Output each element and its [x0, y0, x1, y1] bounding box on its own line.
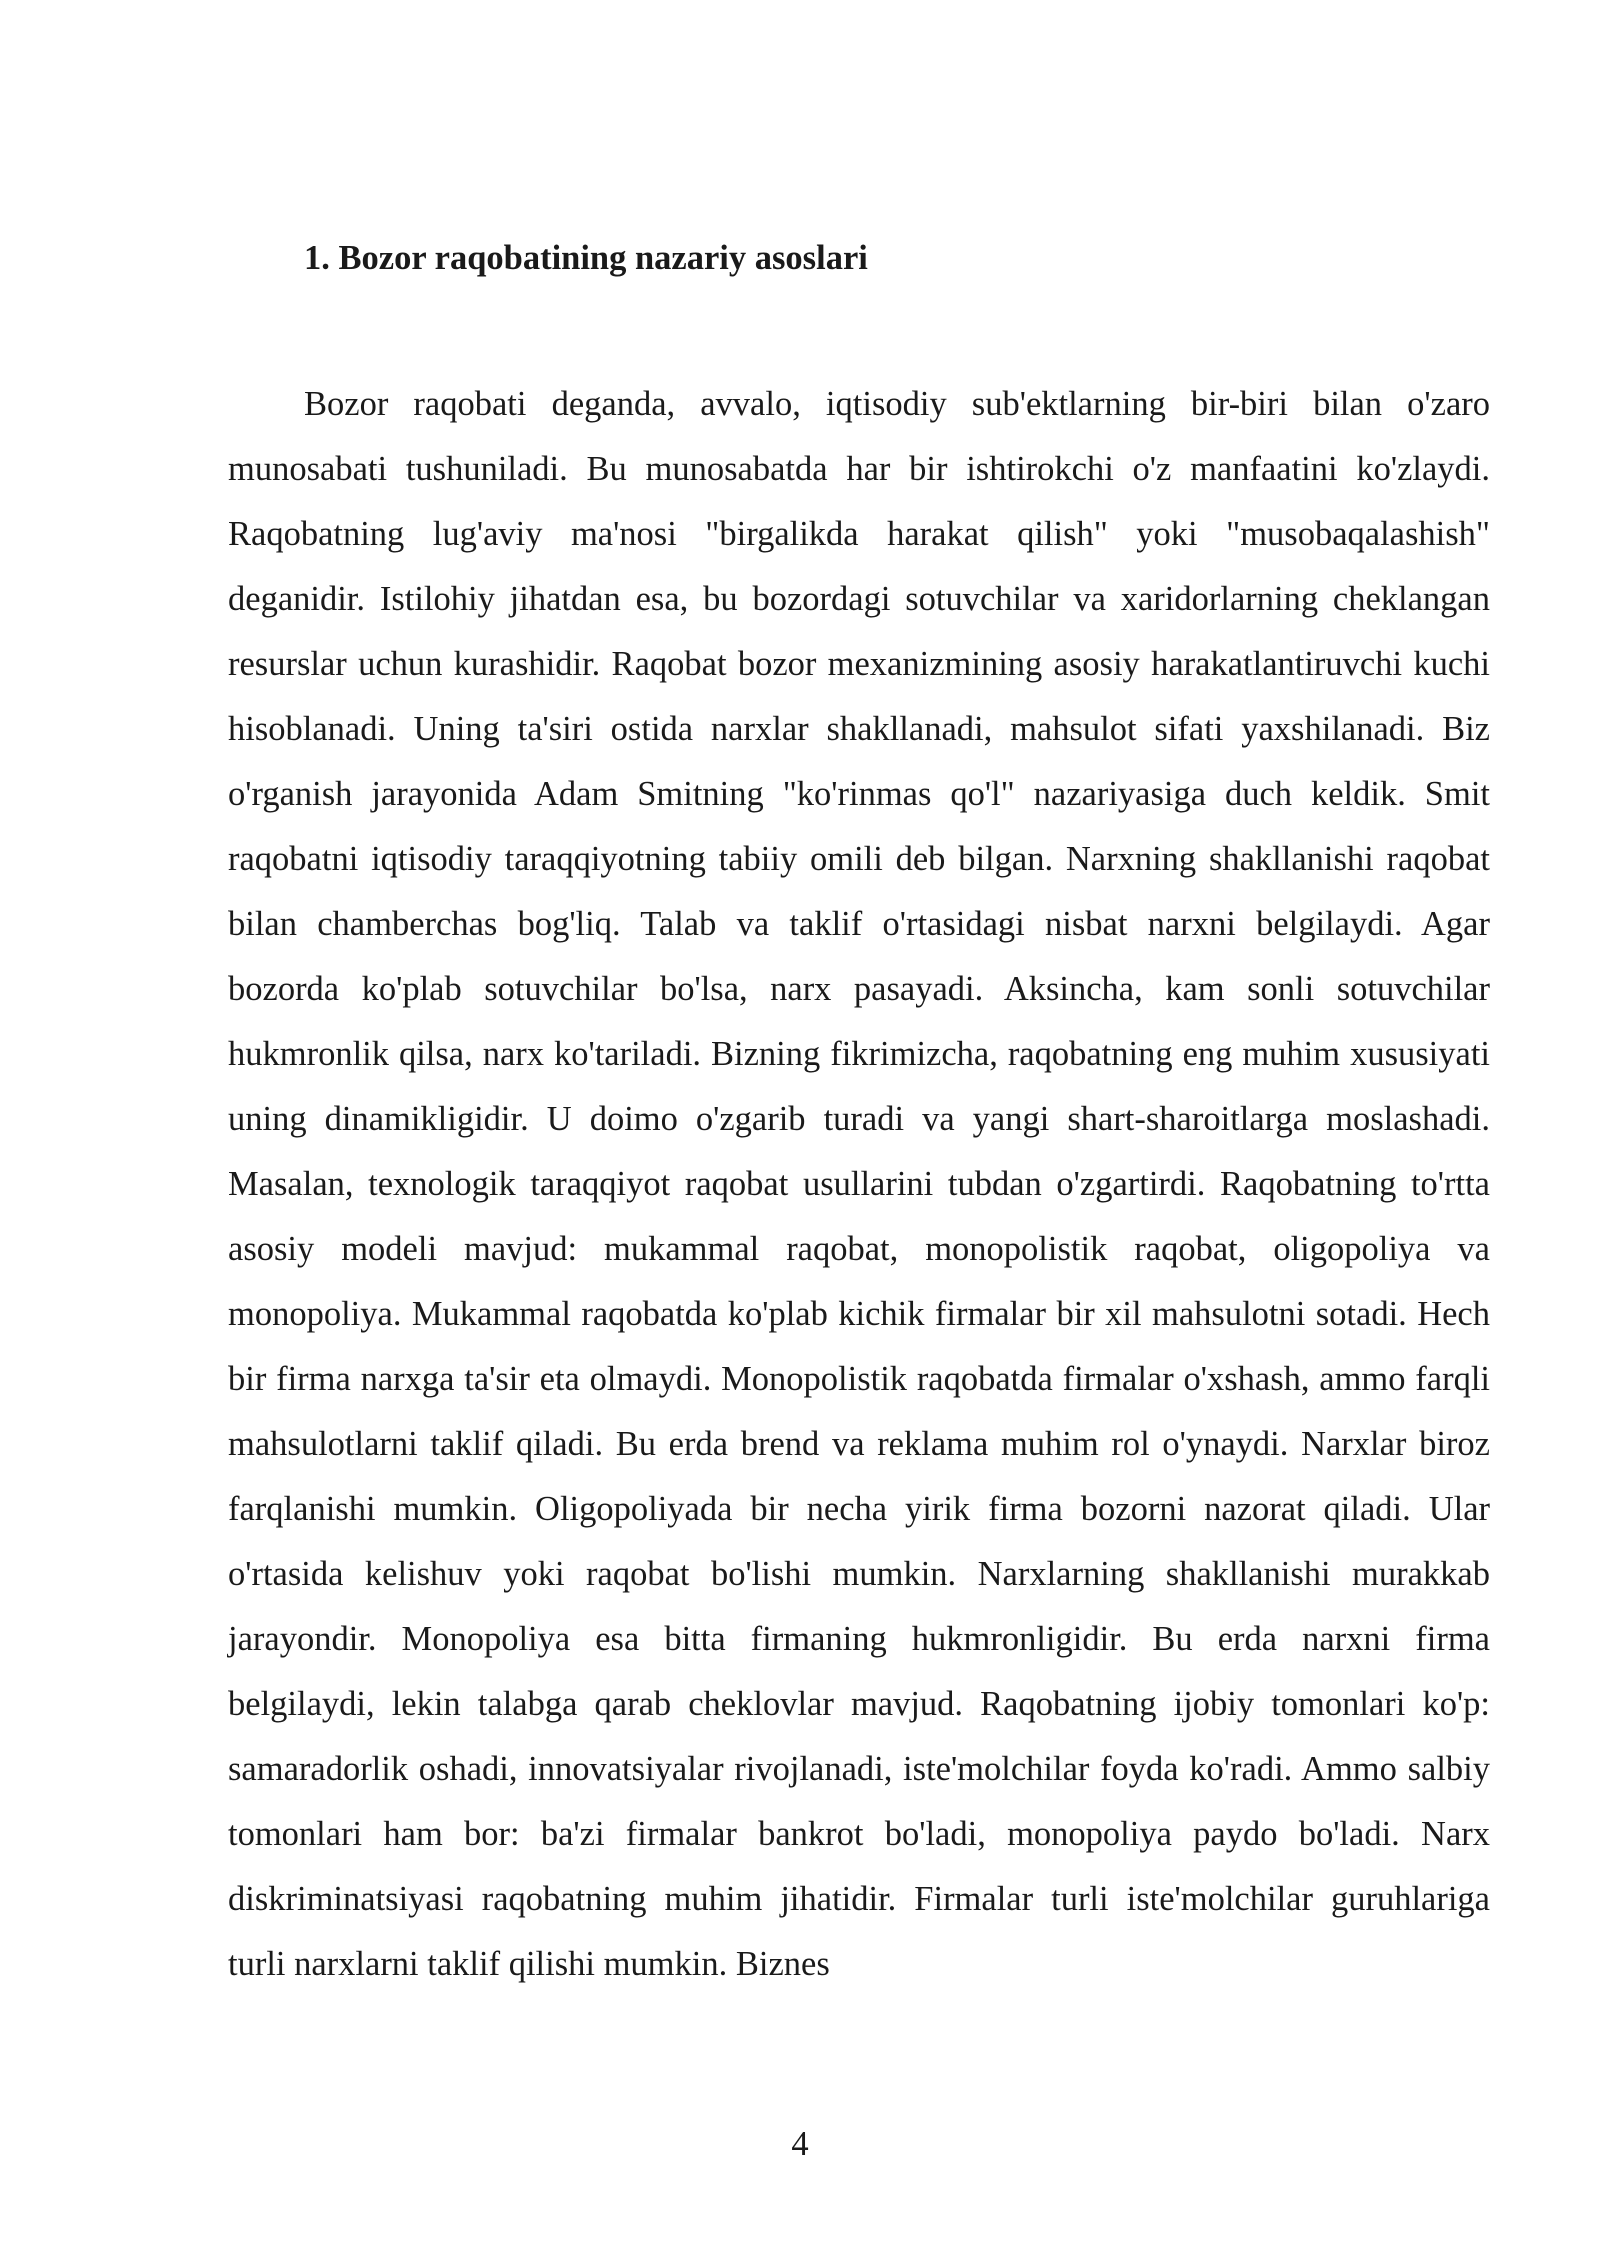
page-number: 4	[791, 2125, 809, 2163]
section-heading: 1. Bozor raqobatining nazariy asoslari	[304, 239, 868, 277]
body-paragraph: Bozor raqobati deganda, avvalo, iqtisodiy sub'ektlarning bir-biri bilan o'zaro munosabati tushuniladi. Bu munosabatda har bir ishtirokchi o'z manfaatini ko'zlaydi. Raqobatning lug'aviy ma'nosi "birgalikda harakat qilish" yoki "musobaqalashish" deganidir. Istilohiy jihatdan esa, bu bozordagi sotuvchilar va xaridorlarning cheklangan resurslar uchun kurashidir. Raqobat bozor mexanizmining asosiy harakatlantiruvchi kuchi hisoblanadi. Uning ta'siri ostida narxlar shakllanadi, mahsulot sifati yaxshilanadi. Biz o'rganish jarayonida Adam Smitning "ko'rinmas qo'l" nazariyasiga duch keldik. Smit raqobatni iqtisodiy taraqqiyotning tabiiy omili deb bilgan. Narxning shakllanishi raqobat bilan chamberchas bog'liq. Talab va taklif o'rtasidagi nisbat narxni belgilaydi. Agar bozorda ko'plab sotuvchilar bo'lsa, narx pasayadi. Aksincha, kam sonli sotuvchilar hukmronlik qilsa, narx ko'tariladi. Bizning fikrimizcha, raqobatning eng muhim xususiyati uning dinamikligidir. U doimo o'zgarib turadi va yangi shart-sharoitlarga moslashadi. Masalan, texnologik taraqqiyot raqobat usullarini tubdan o'zgartirdi. Raqobatning to'rtta asosiy modeli mavjud: mukammal raqobat, monopolistik raqobat, oligopoliya va monopoliya. Mukammal raqobatda ko'plab kichik firmalar bir xil mahsulotni sotadi. Hech bir firma narxga ta'sir eta olmaydi. Monopolistik raqobatda firmalar o'xshash, ammo farqli mahsulotlarni taklif qiladi. Bu erda brend va reklama muhim rol o'ynaydi. Narxlar biroz farqlanishi mumkin. Oligopoliyada bir necha yirik firma bozorni nazorat qiladi. Ular o'rtasida kelishuv yoki raqobat bo'lishi mumkin. Narxlarning shakllanishi murakkab jarayondir. Monopoliya esa bitta firmaning hukmronligidir. Bu erda narxni firma belgilaydi, lekin talabga qarab cheklovlar mavjud. Raqobatning ijobiy tomonlari ko'p: samaradorlik oshadi, innovatsiyalar rivojlanadi, iste'molchilar foyda ko'radi. Ammo salbiy tomonlari ham bor: ba'zi firmalar bankrot bo'ladi, monopoliya paydo bo'ladi. Narx diskriminatsiyasi raqobatning muhim jihatidir. Firmalar turli iste'molchilar guruhlariga turli narxlarni taklif qilishi mumkin. Biznes	[228, 385, 1490, 1983]
